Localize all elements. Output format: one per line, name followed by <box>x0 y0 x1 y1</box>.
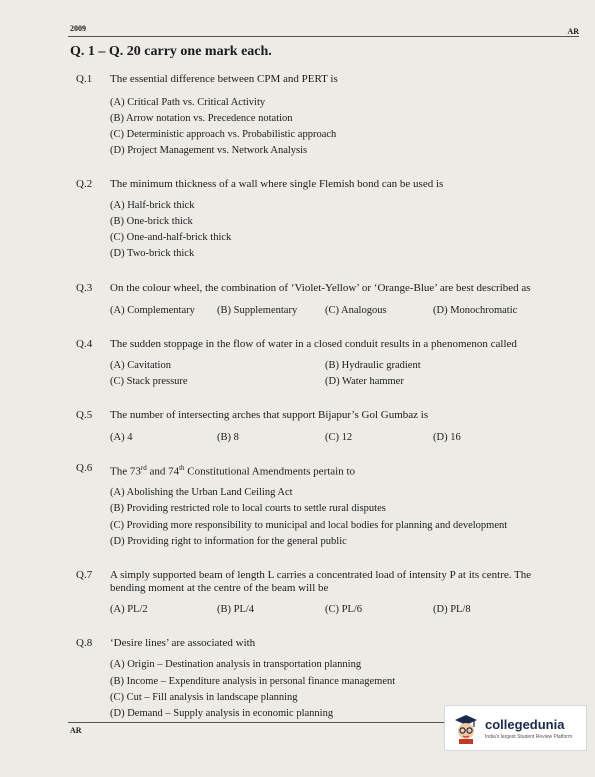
question-text: The number of intersecting arches that support Bijapur’s Gol Gumbaz is <box>110 409 429 421</box>
option-b: (B) One-brick thick <box>110 216 193 227</box>
header-year: 2009 <box>70 24 86 33</box>
option-a: (A) Cavitation <box>110 360 171 371</box>
option-d: (D) Demand – Supply analysis in economic planning <box>110 708 334 719</box>
option-b: (B) Supplementary <box>217 305 298 316</box>
question-text: A simply supported beam of length L carries a concentrated load of intensity P at its centre. The bending moment at the centre of the beam will be <box>110 569 532 594</box>
option-c: (C) Analogous <box>325 305 387 316</box>
option-b: (B) Providing restricted role to local courts to settle rural disputes <box>110 503 386 514</box>
option-c: (C) PL/6 <box>325 604 363 615</box>
question-number: Q.1 <box>76 73 93 85</box>
option-d: (D) Project Management vs. Network Analysis <box>110 145 308 156</box>
option-d: (D) 16 <box>433 432 461 443</box>
option-b: (B) PL/4 <box>217 604 255 615</box>
option-d: (D) Two-brick thick <box>110 248 195 259</box>
option-a: (A) Origin – Destination analysis in transportation planning <box>110 659 362 670</box>
question-number: Q.7 <box>76 569 93 581</box>
footer-code: AR <box>70 726 82 735</box>
student-mascot-icon <box>451 712 481 744</box>
option-d: (D) Providing right to information for the general public <box>110 536 347 547</box>
question-text: The minimum thickness of a wall where single Flemish bond can be used is <box>110 178 444 190</box>
watermark-brand: collegedunia <box>485 716 565 732</box>
question-text: The sudden stoppage in the flow of water in a closed conduit results in a phenomenon called <box>110 338 517 350</box>
section-title: Q. 1 – Q. 20 carry one mark each. <box>70 44 272 59</box>
question-text: The essential difference between CPM and PERT is <box>110 73 338 85</box>
question-text: The 73rd and 74th Constitutional Amendments pertain to <box>110 464 356 478</box>
option-c: (C) One-and-half-brick thick <box>110 232 232 243</box>
question-number: Q.2 <box>76 178 93 190</box>
option-c: (C) Providing more responsibility to municipal and local bodies for planning and development <box>110 520 508 531</box>
header-code: AR <box>567 27 579 36</box>
option-a: (A) PL/2 <box>110 604 148 615</box>
header-rule <box>68 36 579 37</box>
option-a: (A) 4 <box>110 432 133 443</box>
option-d: (D) Monochromatic <box>433 305 518 316</box>
question-number: Q.4 <box>76 338 93 350</box>
question-number: Q.8 <box>76 637 93 649</box>
option-b: (B) Income – Expenditure analysis in personal finance management <box>110 676 396 687</box>
option-c: (C) Deterministic approach vs. Probabilistic approach <box>110 129 337 140</box>
option-c: (C) Stack pressure <box>110 376 188 387</box>
option-b: (B) 8 <box>217 432 239 443</box>
question-text: ‘Desire lines’ are associated with <box>110 637 256 649</box>
option-c: (C) 12 <box>325 432 353 443</box>
option-d: (D) PL/8 <box>433 604 471 615</box>
question-text: On the colour wheel, the combination of ‘Violet-Yellow’ or ‘Orange-Blue’ are best described as <box>110 282 531 294</box>
option-b: (B) Arrow notation vs. Precedence notation <box>110 113 293 124</box>
question-number: Q.5 <box>76 409 93 421</box>
question-number: Q.3 <box>76 282 93 294</box>
option-a: (A) Abolishing the Urban Land Ceiling Act <box>110 487 293 498</box>
watermark-tagline: India's largest Student Review Platform <box>485 733 573 740</box>
option-c: (C) Cut – Fill analysis in landscape planning <box>110 692 298 703</box>
option-a: (A) Critical Path vs. Critical Activity <box>110 97 266 108</box>
question-number: Q.6 <box>76 462 93 474</box>
option-a: (A) Complementary <box>110 305 195 316</box>
option-a: (A) Half-brick thick <box>110 200 195 211</box>
collegedunia-watermark[interactable] <box>444 705 587 751</box>
option-b: (B) Hydraulic gradient <box>325 360 421 371</box>
option-d: (D) Water hammer <box>325 376 404 387</box>
